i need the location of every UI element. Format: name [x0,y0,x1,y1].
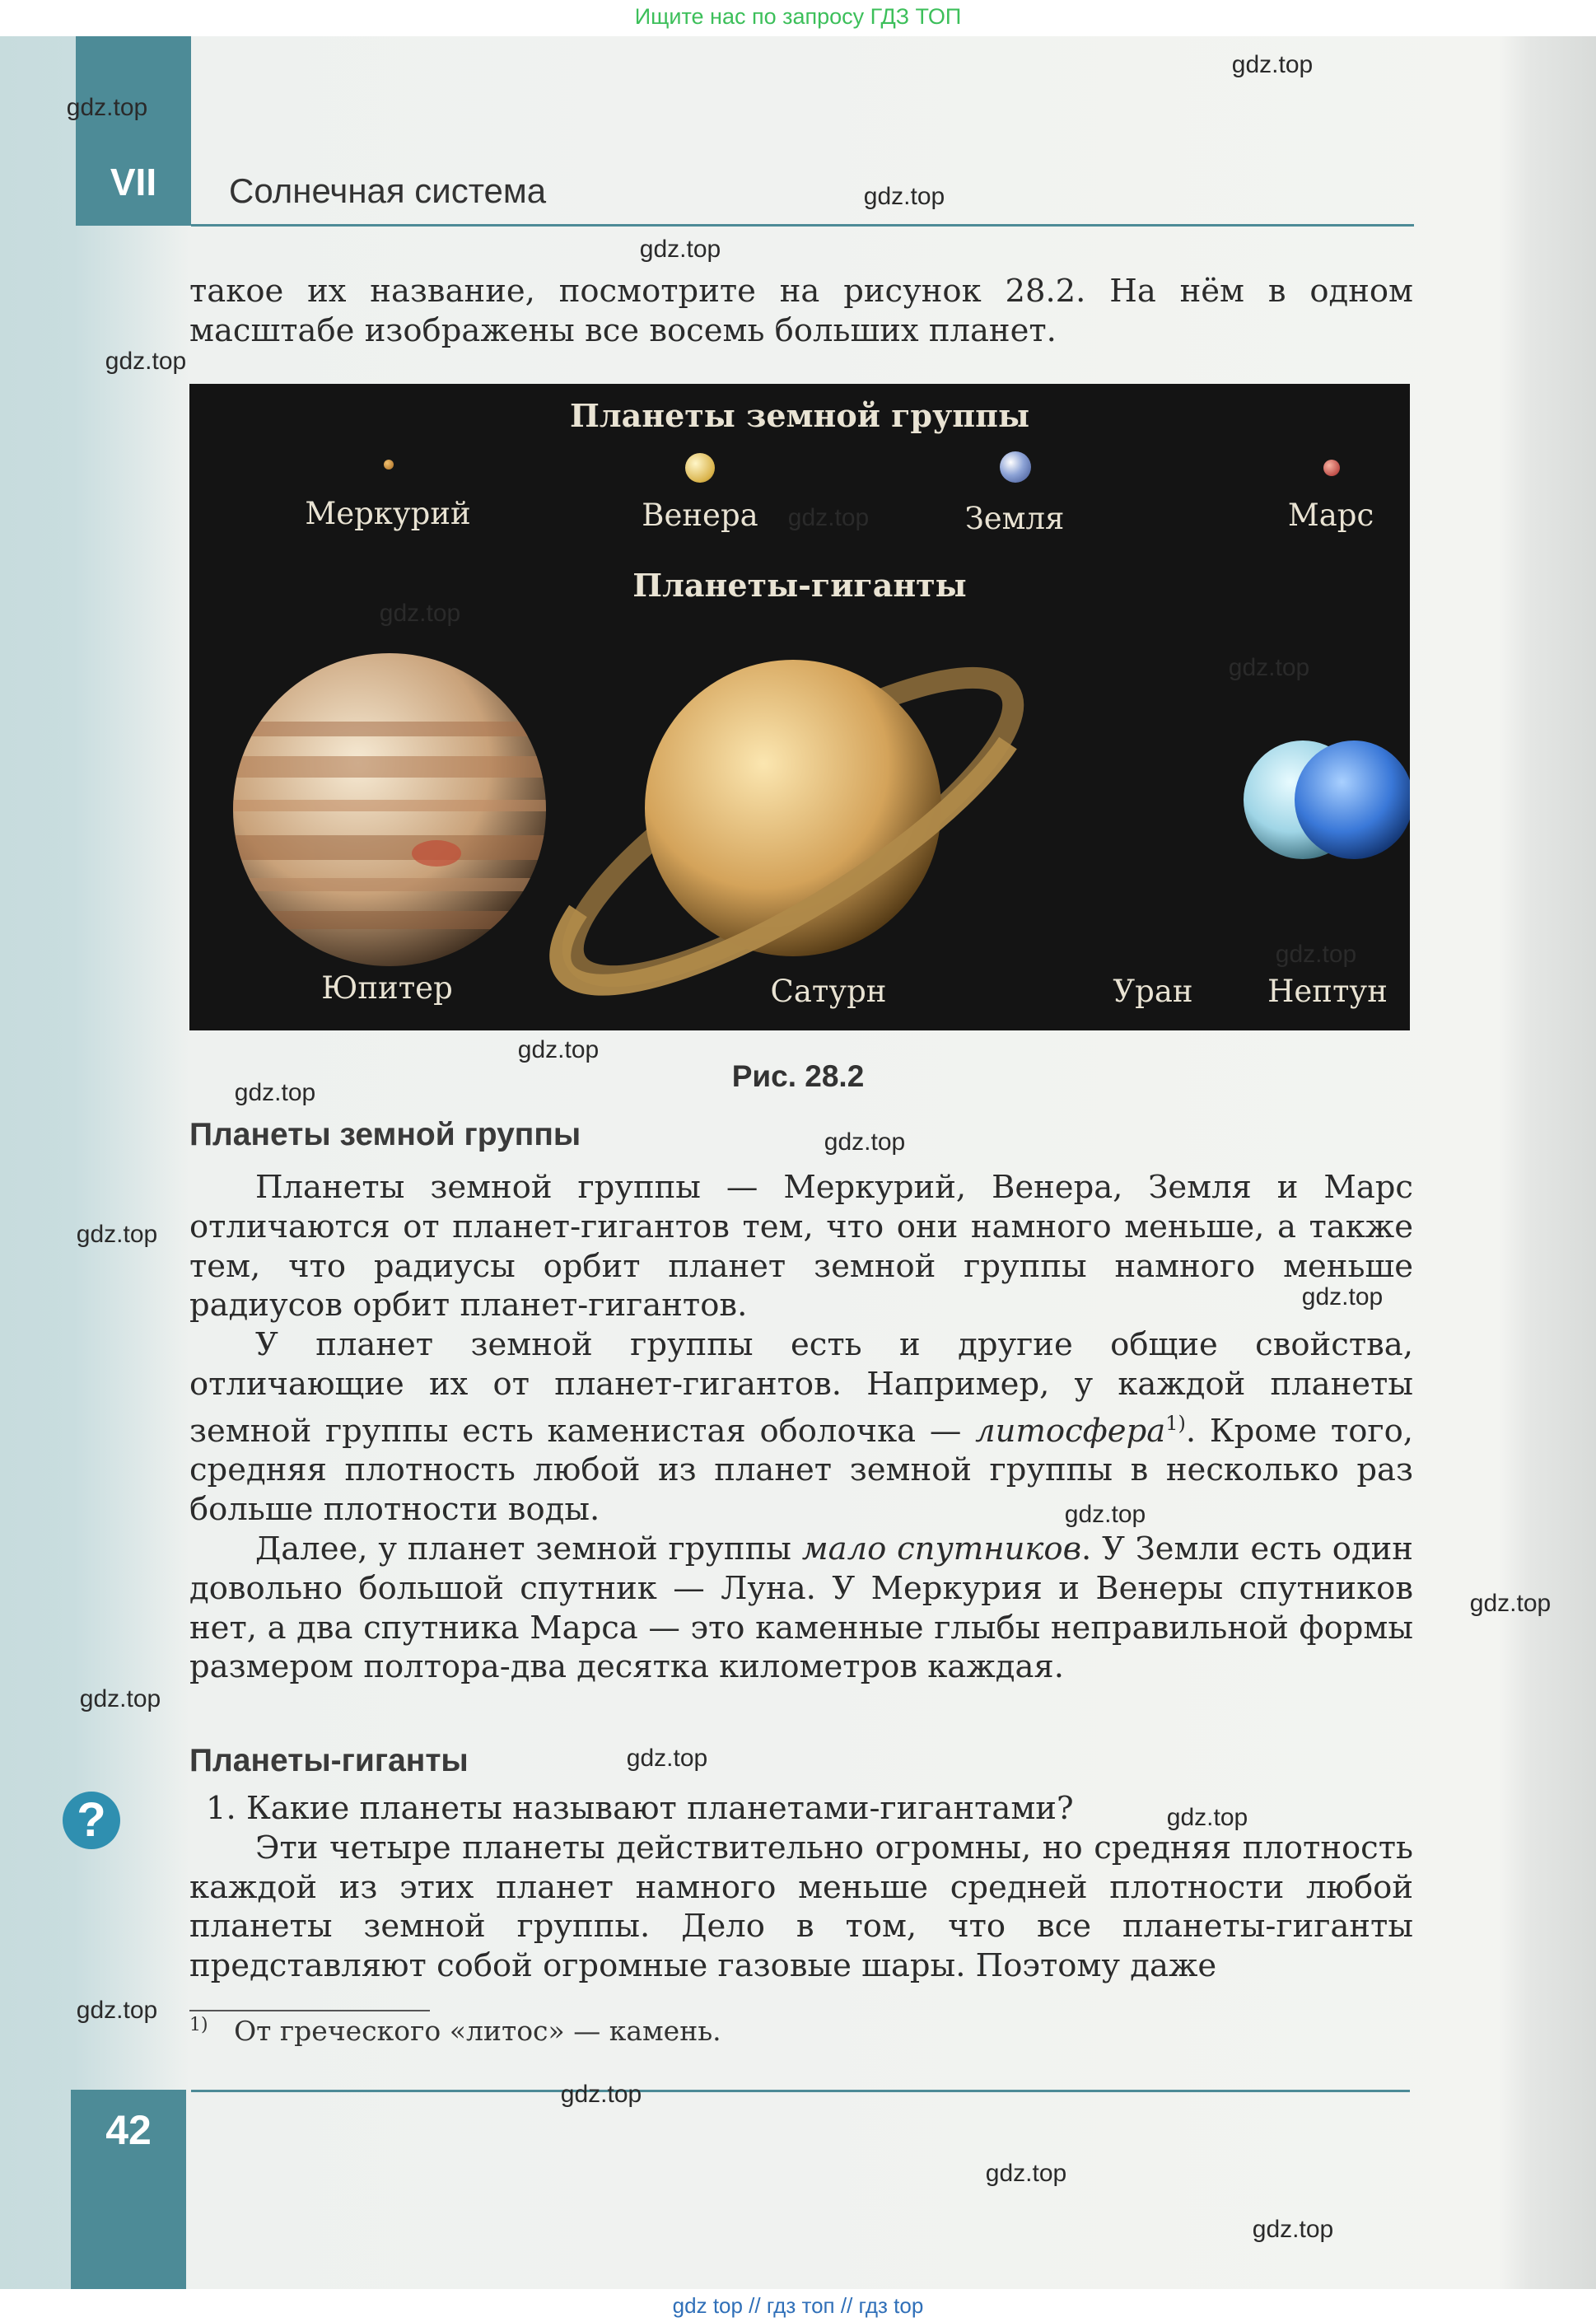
paragraph-terrestrial-1: Планеты земной группы — Меркурий, Венера, Земля и Марс отличаются от планет-гигантов тем, что они намного меньше, а также тем, что радиусы орбит планет земной группы намного меньше радиусов орбит планет-гигантов. [189,1169,1413,1325]
chapter-number: VII [110,161,157,203]
giant-planets-illustration [189,384,1410,1030]
watermark: gdz.top [1301,1283,1384,1311]
paragraph-terrestrial-2 [189,1325,1413,1530]
section-heading-terrestrial: Планеты земной группы [189,1117,581,1152]
figure-caption: Рис. 28.2 [731,1059,865,1093]
p2-text-after: . Кроме того, средняя плотность любой из планет земной группы в несколько раз больше плотности воды. [189,1412,1413,1529]
watermark: gdz.top [1469,1590,1552,1617]
p3-text-before: Далее, у планет земной группы [255,1530,802,1567]
terrestrial-planets-title: Планеты земной группы [569,397,1030,434]
jupiter-planet [222,653,568,966]
watermark: gdz.top [626,1745,708,1772]
watermark: gdz.top [76,1997,158,2024]
paragraph-terrestrial-3 [189,1530,1413,1687]
page-number: 42 [105,2107,152,2153]
watermark: gdz.top [234,1079,316,1106]
question-1: 1. Какие планеты называют планетами-гигантами? [206,1790,1074,1827]
watermark: gdz.top [787,504,870,531]
watermark: gdz.top [1166,1804,1248,1831]
watermark: gdz.top [66,94,148,121]
earth-label: Земля [964,501,1065,536]
page-number-tab [71,2090,186,2289]
term-few-satellites: мало спутников [801,1530,1082,1567]
footnote [189,2015,721,2047]
neptune-label: Нептун [1267,974,1388,1009]
watermark: gdz.top [76,1221,158,1248]
neptune-planet [1295,741,1410,859]
footnote-mark: 1) [189,2015,208,2035]
footnote-divider [189,2010,430,2011]
jupiter-label: Юпитер [321,970,453,1006]
section-heading-giants: Планеты-гиганты [189,1743,469,1778]
watermark: gdz.top [1231,51,1314,78]
running-header-title: Солнечная система [229,171,547,210]
planets-figure [189,384,1410,1030]
section1-body [189,1168,1413,1687]
watermark: gdz.top [1228,654,1310,681]
watermark: gdz.top [1064,1501,1146,1528]
header-divider [191,224,1414,227]
watermark: gdz.top [863,183,945,210]
venus-label: Венера [642,498,758,533]
giant-planets-title: Планеты-гиганты [632,567,967,604]
intro-text: такое их название, посмотрите на рисунок 28.2. На нём в одном масштабе изображены все восемь больших планет. [189,273,1413,349]
mars-label: Марс [1287,498,1374,533]
footnote-text: От греческого «литос» — камень. [234,2015,721,2047]
p3-text-after: . У Земли есть один довольно большой спутник — Луна. У Меркурия и Венеры спутников нет, а два спутника Марса — это каменные глыбы неправильной формы размером полтора-два десятка километров каждая. [189,1530,1413,1686]
watermark: gdz.top [517,1036,600,1063]
saturn-label: Сатурн [770,974,887,1009]
watermark: gdz.top [1252,2216,1334,2243]
bottom-divider [191,2090,1410,2092]
watermark: gdz.top [79,1685,161,1712]
top-banner[interactable]: Ищите нас по запросу ГДЗ ТОП [0,0,1596,36]
watermark: gdz.top [1275,941,1357,968]
watermark: gdz.top [560,2081,642,2108]
term-lithosphere: литосфера [975,1412,1166,1450]
watermark: gdz.top [639,236,721,263]
watermark: gdz.top [379,600,461,627]
watermark: gdz.top [985,2160,1067,2187]
uranus-label: Уран [1113,974,1193,1009]
intro-paragraph [189,272,1413,351]
watermark: gdz.top [824,1128,906,1156]
bottom-banner[interactable]: gdz top // гдз топ // гдз top [0,2289,1596,2322]
footnote-ref: 1) [1165,1411,1186,1435]
mercury-label: Меркурий [305,496,471,531]
paragraph-giants-1: Эти четыре планеты действительно огромны, но средняя плотность каждой из этих планет намного меньше средней плотности любой планеты земной группы. Дело в том, что все планеты-гиганты представляют собой огромные газовые шары. Поэтому даже [189,1829,1413,1985]
p2-text-before: У планет земной группы есть и другие общие свойства, отличающие их от планет-гигантов. Например, у каждой планеты земной группы есть каменистая оболочка — [189,1326,1413,1450]
watermark: gdz.top [105,348,187,375]
saturn-planet [537,628,1048,1025]
question-icon: ? [63,1792,120,1849]
chapter-tab [76,36,191,226]
